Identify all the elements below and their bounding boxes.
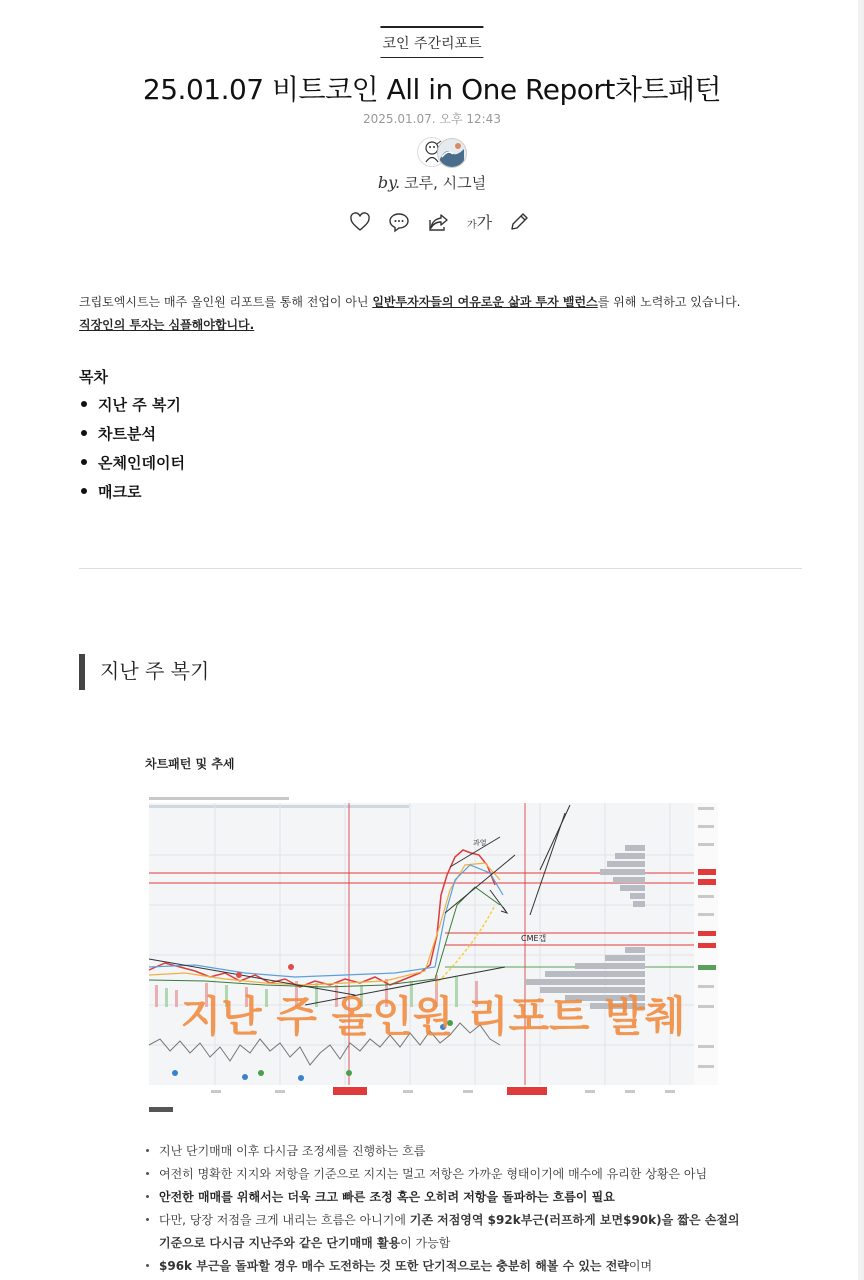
edit-button[interactable] — [507, 210, 533, 236]
share-icon — [427, 210, 451, 234]
font-size-button[interactable] — [467, 210, 497, 236]
section-divider — [79, 568, 802, 569]
section-heading — [79, 654, 209, 690]
category-label[interactable]: 코인 주간리포트 — [380, 26, 483, 58]
list-item-emphasis: $96k 부근을 돌파할 경우 매수 도전하는 것 또한 단기적으로는 충분히 해볼 수 있는 전략 — [159, 1259, 629, 1273]
chart-overlay-text: 지난 주 올인원 리포트 발췌 — [180, 992, 686, 1041]
list-item-text: 다만, 당장 저점을 크게 내리는 흐름은 아니기에 — [159, 1213, 410, 1227]
pencil-icon — [507, 210, 531, 234]
font-size-large-label: 가 — [476, 213, 493, 232]
post-actions — [348, 210, 538, 238]
byline-prefix: by. — [377, 173, 401, 192]
toc-item-chart-analysis[interactable] — [79, 422, 185, 451]
post-title: 25.01.07 비트코인 All in One Report차트패턴 — [142, 73, 722, 106]
toc-item-last-week-review[interactable] — [79, 393, 185, 422]
bullet-icon — [81, 459, 87, 465]
author-names[interactable]: 코루, 시그널 — [404, 174, 487, 192]
section-heading-text: 지난 주 복기 — [100, 659, 210, 683]
intro-highlight: 일반투자자들의 여유로운 삶과 투자 밸런스 — [372, 295, 598, 309]
comment-button[interactable] — [387, 210, 413, 236]
comment-icon — [387, 210, 411, 234]
bullet-icon — [81, 401, 87, 407]
chart-label-cme: CME갭 — [521, 934, 547, 943]
toc-title: 목차 — [79, 368, 108, 386]
intro-line-1 — [79, 291, 740, 314]
list-item: 안전한 매매를 위해서는 더욱 크고 빠른 조정 혹은 오히려 저항을 돌파하는 흐름이 필요 — [145, 1186, 745, 1209]
list-item: 지난 단기매매 이후 다시금 조정세를 진행하는 흐름 — [145, 1140, 745, 1163]
review-bullet-list — [145, 1140, 745, 1278]
chart-image-svg — [145, 795, 721, 1117]
post-date: 2025.01.07. 오후 12:43 — [363, 112, 501, 126]
list-item — [145, 1255, 745, 1278]
chart-label-top: 과열 — [473, 839, 487, 847]
intro-line-2: 직장인의 투자는 심플해야합니다. — [79, 318, 255, 332]
share-button[interactable] — [427, 210, 453, 236]
font-size-small-label: 가 — [467, 220, 477, 231]
toc-item-label: 온체인데이터 — [98, 454, 185, 472]
intro-paragraph — [79, 291, 740, 337]
bullet-icon — [81, 430, 87, 436]
intro-text: 크립토엑시트는 매주 올인원 리포트를 통해 전업이 아닌 — [79, 295, 373, 309]
author-avatars[interactable] — [417, 137, 467, 167]
toc-item-label: 매크로 — [98, 483, 142, 501]
list-item-text: 이며 — [628, 1259, 653, 1273]
bullet-icon — [81, 488, 87, 494]
list-item-text: 이 가능함 — [400, 1236, 451, 1250]
toc-item-label: 지난 주 복기 — [98, 396, 181, 414]
byline — [0, 172, 864, 193]
toc-item-label: 차트분석 — [98, 425, 156, 443]
intro-text: 를 위해 노력하고 있습니다. — [597, 295, 741, 309]
toc-item-onchain-data[interactable] — [79, 451, 185, 480]
list-item — [145, 1209, 745, 1255]
figure-caption: 차트패턴 및 추세 — [145, 757, 235, 771]
like-button[interactable] — [348, 210, 374, 236]
table-of-contents — [79, 393, 185, 509]
heart-icon — [348, 210, 372, 234]
list-item: 여전히 명확한 지지와 저항을 기준으로 지지는 멀고 저항은 가까운 형태이기에 매수에 유리한 상황은 아님 — [145, 1163, 745, 1186]
chart-screenshot-image[interactable] — [145, 795, 721, 1117]
avatar[interactable] — [437, 138, 467, 168]
list-item-emphasis: 기존 저점영역 $92k부근(러프하게 보면$90k)을 짧은 손절의 기준으로 다시금 지난주와 같은 단기매매 활용 — [159, 1213, 740, 1250]
toc-item-macro[interactable] — [79, 480, 185, 509]
